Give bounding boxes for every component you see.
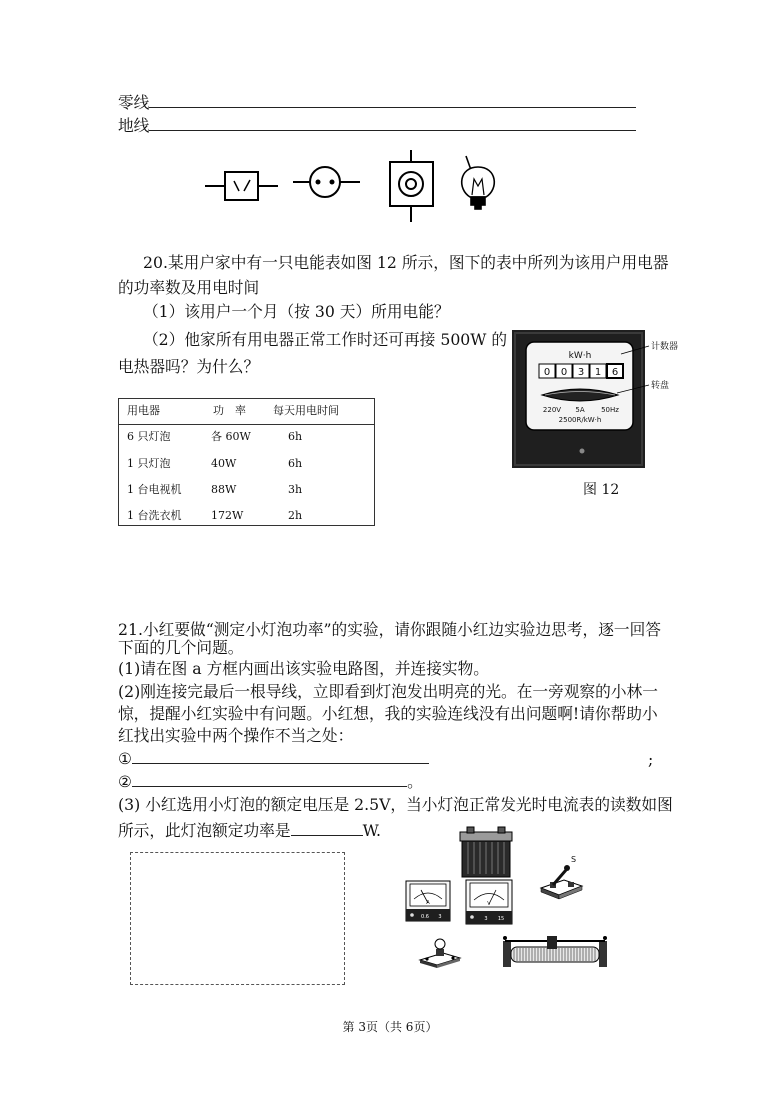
apparatus-figure xyxy=(400,825,615,975)
switch-symbol-icon xyxy=(205,172,278,200)
neutral-wire-label: 零线 xyxy=(118,93,150,112)
q20-stem-line1: 20.某用户家中有一只电能表如图 12 所示，图下的表中所列为该用户用电器 xyxy=(143,253,669,272)
q20-part2-line2: 电热器吗？为什么？ xyxy=(118,357,260,376)
light-bulb-icon xyxy=(462,156,495,209)
figure-a-drawing-box xyxy=(130,852,345,985)
q20-stem-line2: 的功率数及用电时间 xyxy=(118,278,260,297)
meter-counter xyxy=(539,364,623,378)
knife-switch-icon xyxy=(541,855,582,899)
meter-digit: 0 xyxy=(543,367,551,378)
q21-part2-line2: 惊，提醒小红实验中有问题。小红想，我的实验连线没有出问题啊!请你帮助小 xyxy=(118,704,658,723)
table-header-divider xyxy=(119,424,374,425)
q20-part2-line1: （2）他家所有用电器正常工作时还可再接 500W 的 xyxy=(143,330,508,349)
voltmeter-symbol: V xyxy=(487,901,491,907)
appliance-table xyxy=(118,398,375,526)
dial-label: 转盘 xyxy=(651,381,670,391)
table-cell: 2h xyxy=(288,509,303,522)
q21-part2-line1: (2)刚连接完最后一根导线，立即看到灯泡发出明亮的光。在一旁观察的小林一 xyxy=(118,682,658,701)
two-pin-socket-icon xyxy=(293,167,360,197)
meter-digit: 3 xyxy=(577,367,585,378)
q21-part1: (1)请在图 a 方框内画出该实验电路图，并连接实物。 xyxy=(118,659,489,678)
table-cell: 1 台电视机 xyxy=(127,483,182,496)
lamp-holder-icon xyxy=(420,939,460,968)
neutral-wire-blank xyxy=(149,93,636,108)
counter-label: 计数器 xyxy=(651,342,679,352)
table-cell: 3h xyxy=(288,483,303,496)
electricity-meter-figure xyxy=(505,325,690,475)
voltmeter-icon xyxy=(466,880,512,924)
q21-part2-line3: 红找出实验中两个操作不当之处： xyxy=(118,726,354,745)
table-cell: 88W xyxy=(211,483,237,496)
wiring-symbols-figure xyxy=(200,145,500,225)
ammeter-range: 0.6 xyxy=(421,914,429,920)
q21-part3-line2 xyxy=(118,821,381,841)
ammeter-range: 3 xyxy=(438,914,442,920)
meter-current: 5A xyxy=(575,406,585,414)
meter-unit: kW·h xyxy=(568,351,592,361)
ground-wire-blank xyxy=(149,116,636,131)
answer-2-marker: ② xyxy=(118,772,133,791)
ammeter-icon xyxy=(406,881,450,921)
answer-1-marker: ① xyxy=(118,749,133,768)
answer-1-end: ; xyxy=(648,750,654,769)
meter-digit: 0 xyxy=(560,367,568,378)
meter-frequency: 50Hz xyxy=(601,406,619,414)
answer-1-blank xyxy=(132,749,429,764)
q21-part3-suffix: W. xyxy=(362,821,381,840)
voltmeter-range: 15 xyxy=(497,916,505,922)
table-cell: 40W xyxy=(211,457,237,470)
rheostat-icon xyxy=(503,936,607,967)
meter-screw xyxy=(580,449,585,454)
table-cell: 172W xyxy=(211,509,244,522)
answer-2-blank xyxy=(132,772,407,787)
page-footer: 第 3页（共 6页） xyxy=(342,1020,438,1034)
ground-wire-line xyxy=(118,116,636,136)
three-pin-socket-icon xyxy=(390,150,433,222)
answer-2-end: 。 xyxy=(407,772,423,791)
q21-stem-line1: 21.小红要做“测定小灯泡功率”的实验，请你跟随小红边实验边思考，逐一回答 xyxy=(118,620,661,639)
table-header-appliance: 用电器 xyxy=(127,404,160,417)
meter-digit: 1 xyxy=(594,367,602,378)
q21-part3-prefix: 所示，此灯泡额定功率是 xyxy=(118,821,291,840)
table-cell: 6 只灯泡 xyxy=(127,430,171,443)
answer-line-2 xyxy=(118,772,423,792)
meter-voltage: 220V xyxy=(542,406,562,414)
table-cell: 1 只灯泡 xyxy=(127,457,171,470)
rated-power-blank xyxy=(291,821,363,836)
q20-part1: （1）该用户一个月（按 30 天）所用电能？ xyxy=(143,302,450,321)
table-cell: 6h xyxy=(288,430,303,443)
meter-digit: 6 xyxy=(611,367,619,378)
figure-12-caption: 图 12 xyxy=(583,482,620,498)
table-cell: 各 60W xyxy=(211,430,251,443)
answer-line-1 xyxy=(118,749,429,769)
ammeter-symbol: A xyxy=(426,900,430,906)
ground-wire-label: 地线 xyxy=(118,116,150,135)
meter-constant: 2500R/kW·h xyxy=(558,416,602,424)
battery-icon xyxy=(460,827,512,877)
q21-stem-line2: 下面的几个问题。 xyxy=(118,638,244,657)
table-cell: 1 台洗衣机 xyxy=(127,509,182,522)
table-header-hours: 每天用电时间 xyxy=(273,404,339,417)
neutral-wire-line xyxy=(118,93,636,113)
voltmeter-range: 3 xyxy=(484,916,488,922)
switch-label: S xyxy=(571,855,577,864)
table-header-power: 功 率 xyxy=(213,404,246,417)
table-cell: 6h xyxy=(288,457,303,470)
q21-part3-line1: (3) 小红选用小灯泡的额定电压是 2.5V，当小灯泡正常发光时电流表的读数如图 xyxy=(118,795,673,814)
